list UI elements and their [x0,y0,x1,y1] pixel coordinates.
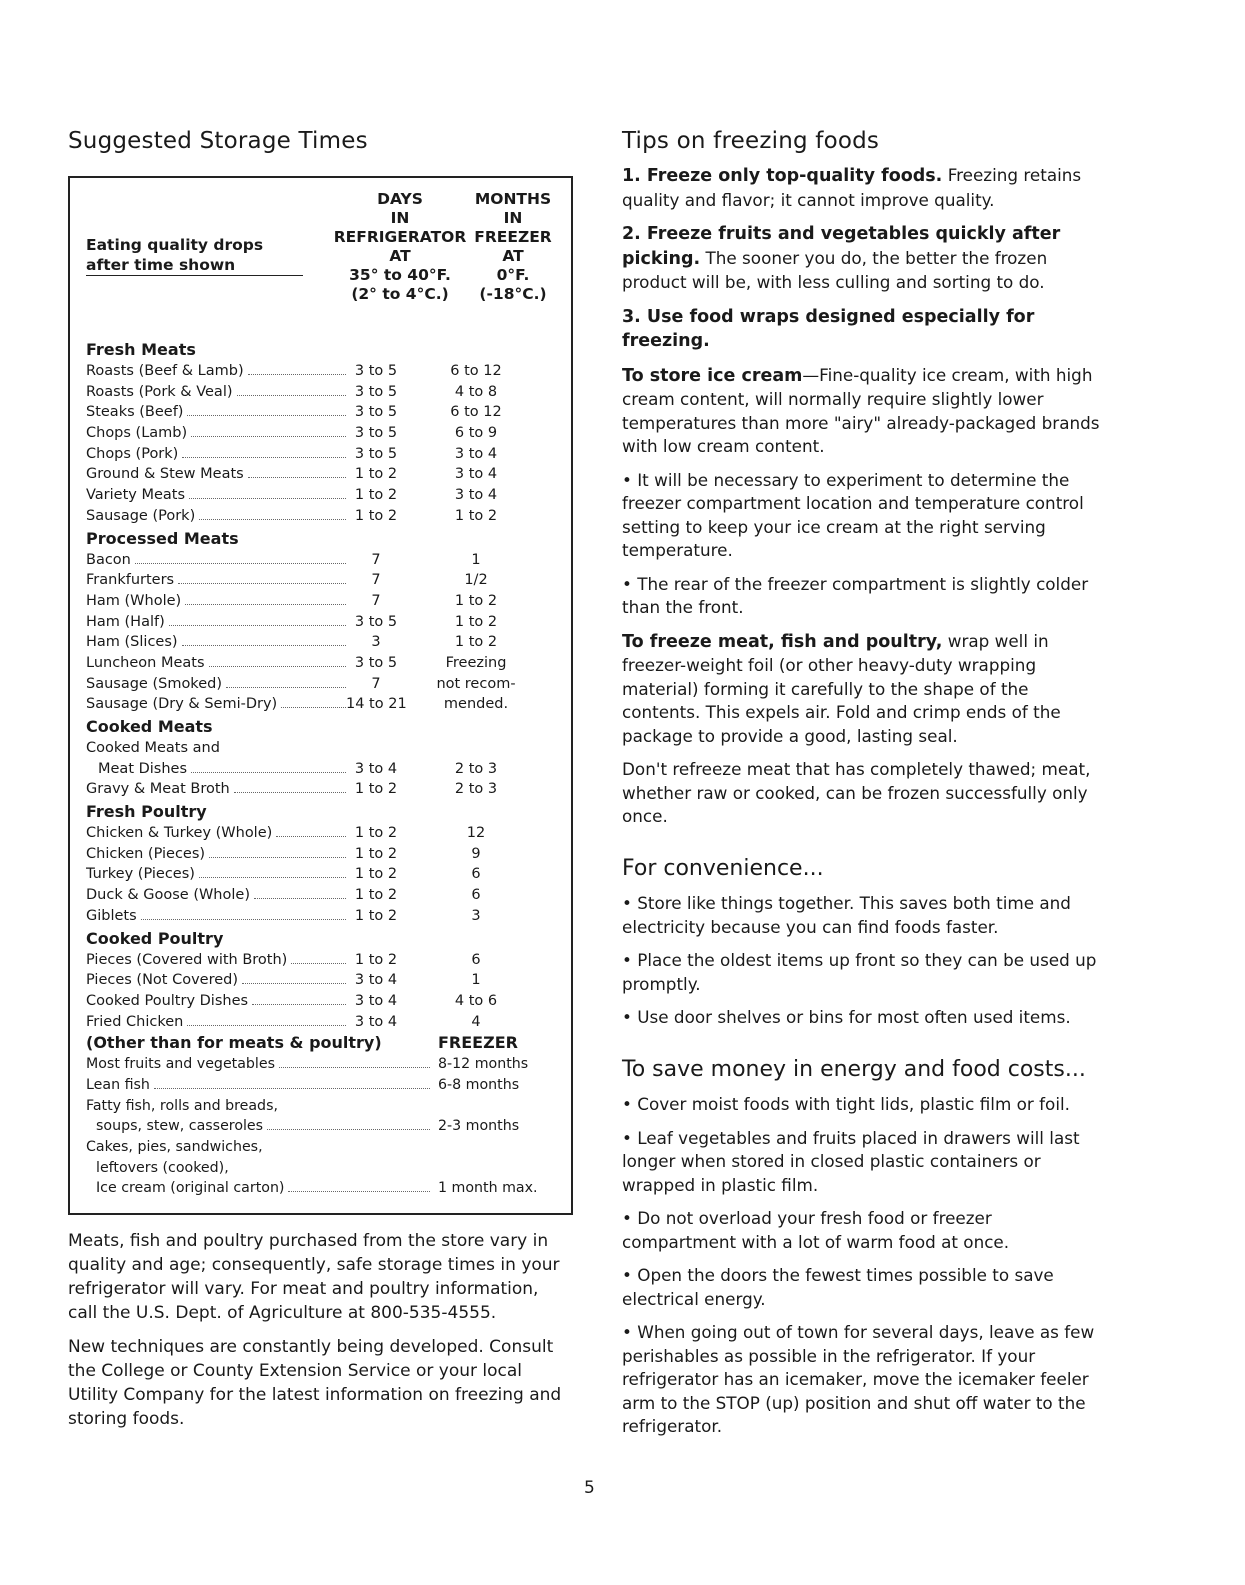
table-row [86,1012,557,1033]
table-row [86,950,557,971]
table-row [86,361,557,382]
food-item-label: Ground & Stew Meats [86,466,244,483]
months-value: 1 [471,551,481,568]
table-row [86,382,557,403]
ice-cream-tip [622,364,1102,459]
refreeze-note: Don't refreeze meat that has completely thawed; meat, whether raw or cooked, can be frozen successfully only once. [622,759,1091,826]
food-item [86,402,346,423]
food-item [86,464,346,485]
leader-dots [252,1004,346,1005]
days-value: 3 to 5 [354,613,398,630]
food-item [86,674,346,695]
food-item-label: Frankfurters [86,572,175,589]
table-row [86,991,557,1012]
days-value: 7 [371,551,381,568]
days-value: 1 to 2 [354,887,398,904]
leader-dots [276,836,346,837]
convenience-item: • Place the oldest items up front so they can be used up promptly. [622,950,1097,994]
leader-dots [248,374,346,375]
food-item [86,632,346,653]
food-item [86,885,346,906]
leader-dots [242,983,346,984]
months-value: 6 to 12 [450,363,502,379]
months-value: 3 [471,907,481,924]
food-item [86,759,346,780]
months-value: 4 to 8 [454,383,498,400]
table-body [86,339,557,1032]
food-item-label: Sausage (Dry & Semi-Dry) [86,696,278,713]
food-item [86,779,346,800]
food-item [86,823,346,844]
days-value: 1 to 2 [354,907,398,924]
other-food-line: Fatty fish, rolls and breads, [86,1097,278,1114]
food-item-label: Ham (Half) [86,613,165,630]
days-value: 3 to 5 [354,383,398,400]
other-foods-label: (Other than for meats & poultry) [86,1033,382,1053]
other-food-item [86,1075,438,1096]
storage-times-heading: Suggested Storage Times [68,128,368,154]
months-value: 6 [471,887,481,904]
table-row [86,885,557,906]
leader-dots [248,477,346,478]
leader-dots [182,645,346,646]
food-item-label: Ham (Whole) [86,592,182,609]
food-item-label: Gravy & Meat Broth [86,781,230,798]
save-item: • Cover moist foods with tight lids, plastic film or foil. [622,1094,1070,1114]
table-row [86,506,557,527]
other-food-label: Ice cream (original carton) [96,1180,285,1197]
leader-dots [281,707,346,708]
leader-dots [191,772,346,773]
leader-dots [288,1191,430,1192]
months-value: 2 to 3 [454,781,498,798]
days-value: 3 [371,634,381,651]
category-heading: Cooked Meats [86,717,213,736]
other-food-line: Cakes, pies, sandwiches, [86,1139,263,1156]
freezer-time-value: 2-3 months [438,1118,520,1135]
storage-times-table [68,176,573,1215]
meat-text: wrap well in freezer-weight foil (or other heavy-duty wrapping material) forming it carefully to the shape of the contents. This expels air. Fold and crimp ends of the package to provide a good, lasting seal. [622,630,1061,746]
food-item-label: Sausage (Pork) [86,507,196,524]
food-item [86,970,346,991]
page-number: 5 [584,1478,595,1498]
days-value: 3 to 5 [354,445,398,462]
table-row [86,485,557,506]
months-value: 1 to 2 [454,592,498,609]
tip-3-title: 3. Use food wraps designed especially for freezing. [622,306,1035,351]
food-item [86,844,346,865]
days-value: 1 to 2 [354,466,398,483]
food-item-label: Chops (Lamb) [86,425,188,442]
days-value: 3 to 4 [354,972,398,989]
months-value: 4 [471,1013,481,1030]
food-item-label: Giblets [86,907,137,924]
leader-dots [135,563,346,564]
save-item: • Do not overload your fresh food or freezer compartment with a lot of warm food at once. [622,1208,1010,1252]
rear-colder-bullet: • The rear of the freezer compartment is slightly colder than the front. [622,573,1089,617]
left-notes [68,1229,573,1431]
months-value: not recom- [436,675,516,692]
table-row [86,823,557,844]
food-item [86,591,346,612]
quality-note-line-underlined: after time shown [86,255,303,276]
other-foods-header [86,1032,557,1054]
months-value: 9 [471,845,481,862]
months-value: 12 [466,825,486,842]
experiment-bullet: • It will be necessary to experiment to determine the freezer compartment location and temperature control setting to keep your ice cream at the right serving temperature. [622,469,1084,560]
months-value: mended. [443,696,509,713]
food-item-label: Pieces (Covered with Broth) [86,951,288,968]
months-value: 6 to 12 [450,404,502,421]
days-header-line: (2° to 4°C.) [351,285,449,303]
food-item [86,382,346,403]
days-value: 3 to 5 [354,363,398,379]
food-item-label: Pieces (Not Covered) [86,972,239,989]
food-item-label: Luncheon Meats [86,654,205,671]
freezer-time-value: 1 month max. [438,1180,538,1197]
tip-1-title: 1. Freeze only top-quality foods. [622,166,943,186]
other-food-line: leftovers (cooked), [96,1159,229,1176]
category-heading: Cooked Poultry [86,928,224,948]
food-item-label: Roasts (Pork & Veal) [86,383,233,400]
food-item [86,694,346,715]
tip-1-text: Freezing retains quality and flavor; it cannot improve quality. [622,165,1082,210]
days-header-line: AT [389,247,411,265]
leader-dots [141,919,346,920]
food-item-label: Chops (Pork) [86,445,179,462]
food-item [86,550,346,571]
leader-dots [189,498,346,499]
convenience-item: • Store like things together. This saves both time and electricity because you can find foods faster. [622,893,1071,937]
days-value: 1 to 2 [354,951,398,968]
food-item [86,612,346,633]
days-header-line: DAYS [377,190,423,208]
leader-dots [169,625,346,626]
food-item [86,485,346,506]
food-item-label: Duck & Goose (Whole) [86,887,250,904]
table-row [86,632,557,653]
days-header-line: REFRIGERATOR [333,228,467,246]
freezer-time-value: 8-12 months [438,1056,529,1073]
months-header-line: AT [502,247,524,265]
months-value: 6 [471,951,481,968]
table-row [86,653,557,674]
save-item: • Open the doors the fewest times possible to save electrical energy. [622,1265,1054,1309]
food-item [86,864,346,885]
food-item [86,444,346,465]
food-item-label: Ham (Slices) [86,634,178,651]
food-item-label: Turkey (Pieces) [86,866,195,883]
food-item-label: Variety Meats [86,487,186,504]
food-item-label: Meat Dishes [98,760,188,777]
days-value: 1 to 2 [354,825,398,842]
leader-dots [209,666,346,667]
table-row [86,970,557,991]
months-header-line: MONTHS [474,190,552,208]
convenience-heading: For convenience... [622,855,824,881]
days-value: 1 to 2 [354,781,398,798]
food-item [86,950,346,971]
table-row [86,694,557,715]
food-item-label: Steaks (Beef) [86,404,184,421]
days-value: 1 to 2 [354,487,398,504]
days-value: 7 [371,675,381,692]
leader-dots [199,877,346,878]
leader-dots [185,604,346,605]
days-value: 7 [371,572,381,589]
food-item-label: Bacon [86,551,131,568]
days-value: 1 to 2 [354,866,398,883]
leader-dots [187,1025,346,1026]
days-header-line: 35° to 40°F. [349,266,451,284]
leader-dots [209,857,346,858]
freezing-tips-heading: Tips on freezing foods [622,128,880,154]
months-header-line: FREEZER [474,228,552,246]
leader-dots [182,457,346,458]
leader-dots [267,1129,430,1130]
other-food-label: soups, stew, casseroles [96,1118,264,1135]
days-value: 3 to 4 [354,1013,398,1030]
months-value: 1 to 2 [454,634,498,651]
other-food-label: Most fruits and vegetables [86,1056,275,1073]
leader-dots [191,436,346,437]
category-heading: Processed Meats [86,528,239,548]
save-item: • Leaf vegetables and fruits placed in drawers will last longer when stored in closed plastic containers or wrapped in plastic film. [622,1127,1080,1195]
months-header-line: (-18°C.) [479,285,547,303]
other-food-row [86,1116,557,1137]
days-column-header [330,190,470,304]
leader-dots [237,395,346,396]
left-column [68,128,573,1441]
food-item-label: Cooked Poultry Dishes [86,992,249,1009]
category-heading: Fresh Poultry [86,802,207,822]
food-item-label: Chicken (Pieces) [86,845,206,862]
other-food-item [86,1116,438,1137]
days-value: 14 to 21 [346,696,407,713]
tip-2 [622,222,1102,295]
leader-dots [254,898,346,899]
techniques-note: New techniques are constantly being developed. Consult the College or County Extension Service or your local Utility Company for the latest information on freezing and storing foods. [68,1337,562,1430]
food-item [86,1012,346,1033]
months-header-line: IN [503,209,523,227]
food-item-label: Fried Chicken [86,1013,184,1030]
days-value: 3 to 4 [354,760,398,777]
months-value: 2 to 3 [454,760,498,777]
ice-cream-title: To store ice cream [622,365,803,386]
other-food-label: Lean fish [86,1076,150,1093]
food-item [86,653,346,674]
food-item [86,423,346,444]
meat-tip [622,630,1102,749]
convenience-item: • Use door shelves or bins for most often used items. [622,1007,1071,1027]
table-row [86,844,557,865]
food-item-label: Roasts (Beef & Lamb) [86,363,244,379]
days-header-line: IN [390,209,410,227]
other-food-row [86,1075,557,1096]
months-column-header [468,190,558,304]
category-heading: Fresh Meats [86,340,196,359]
table-row [86,550,557,571]
ice-cream-text: —Fine-quality ice cream, with high cream content, will normally require slightly lower temperatures than more "airy" already-packaged brands with low cream content. [622,364,1100,456]
table-row [86,612,557,633]
other-food-row [86,1178,557,1199]
months-value: 1/2 [464,572,488,589]
food-item [86,570,346,591]
category-subline: Cooked Meats and [86,740,220,756]
leader-dots [291,963,346,964]
save-money-heading: To save money in energy and food costs... [622,1056,1086,1082]
table-row [86,674,557,695]
other-food-row [86,1054,557,1075]
table-row [86,570,557,591]
food-item [86,906,346,927]
months-value: Freezing [445,654,507,671]
leader-dots [178,583,346,584]
quality-note-line: Eating quality drops [86,236,264,254]
freezer-time-value: 6-8 months [438,1076,520,1093]
other-foods-rows [86,1054,557,1199]
months-value: 3 to 4 [454,466,498,483]
tip-3 [622,305,1102,354]
table-row [86,759,557,780]
days-value: 3 to 4 [354,992,398,1009]
months-value: 4 to 6 [454,992,498,1009]
months-value: 6 to 9 [454,425,498,442]
months-value: 3 to 4 [454,487,498,504]
months-value: 6 [471,866,481,883]
table-row [86,402,557,423]
days-value: 1 to 2 [354,845,398,862]
leader-dots [234,792,346,793]
tip-1 [622,164,1102,212]
right-column [622,128,1102,1449]
table-header [86,190,557,338]
days-value: 7 [371,592,381,609]
save-item: • When going out of town for several days, leave as few perishables as possible in the refrigerator. If your refrigerator has an icemaker, move the icemaker feeler arm to the STOP (up) position and shut off water to the refrigerator. [622,1322,1095,1436]
days-value: 3 to 5 [354,425,398,442]
table-row [86,444,557,465]
other-food-item [86,1178,438,1199]
leader-dots [279,1067,430,1068]
quality-note [86,235,303,276]
food-item [86,506,346,527]
food-item-label: Chicken & Turkey (Whole) [86,825,273,842]
leader-dots [187,415,346,416]
table-row [86,864,557,885]
leader-dots [154,1088,430,1089]
food-item [86,991,346,1012]
months-value: 1 to 2 [454,613,498,630]
table-row [86,779,557,800]
food-item [86,361,346,382]
days-value: 1 to 2 [354,507,398,524]
tip-2-text: The sooner you do, the better the frozen product will be, with less culling and sorting to do. [622,247,1048,292]
freezing-tips [622,164,1102,1439]
days-value: 3 to 5 [354,654,398,671]
table-row [86,423,557,444]
months-value: 3 to 4 [454,445,498,462]
leader-dots [199,519,346,520]
table-row [86,591,557,612]
months-value: 1 to 2 [454,507,498,524]
other-food-item [86,1054,438,1075]
months-value: 1 [471,972,481,989]
food-item-label: Sausage (Smoked) [86,675,222,692]
days-value: 3 to 5 [354,404,398,421]
table-row [86,906,557,927]
freezer-column-label: FREEZER [438,1033,518,1053]
purchase-note: Meats, fish and poultry purchased from the store vary in quality and age; consequently, safe storage times in your refrigerator will vary. For meat and poultry information, call the U.S. Dept. of Agriculture at 800-535-4555. [68,1231,560,1324]
meat-title: To freeze meat, fish and poultry, [622,631,943,652]
table-row [86,464,557,485]
tip-2-title: 2. Freeze fruits and vegetables quickly after picking. [622,224,1061,269]
months-header-line: 0°F. [496,266,530,284]
leader-dots [226,687,346,688]
